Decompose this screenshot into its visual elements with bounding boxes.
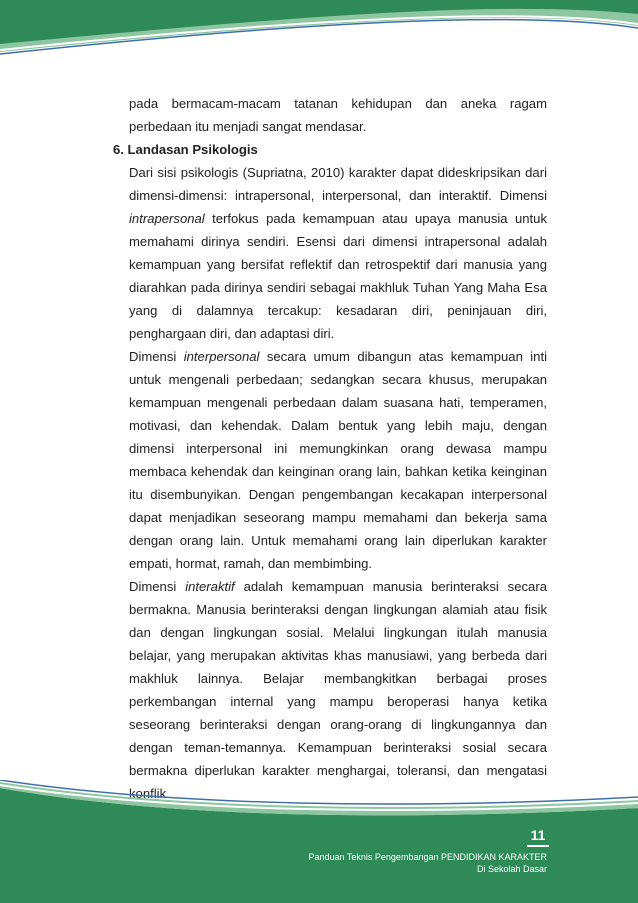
page-body xyxy=(113,92,547,805)
footer-subtitle: Di Sekolah Dasar xyxy=(476,864,547,874)
paragraph-continuation-line2: perbedaan itu menjadi sangat mendasar. xyxy=(129,119,367,134)
paragraph-text: terfokus pada kemampuan atau upaya manusia untuk memahami dirinya sendiri. Esensi dari dimensi intrapersonal adalah kemampuan yang bersifat reflektif dan retrospektif dari manusia yang diarahkan pada dirinya sendiri sebagai makhluk Tuhan Yang Maha Esa yang di dalamnya tercakup: kesadaran diri, peninjauan diri, penghargaan diri, dan adaptasi diri. xyxy=(129,211,547,341)
paragraph-text: Dari sisi psikologis (Supriatna, 2010) karakter dapat dideskripsikan dari dimensi-dimensi: intrapersonal, interpersonal, dan interaktif. Dimensi xyxy=(129,165,547,203)
term-interaktif: interaktif xyxy=(185,579,235,594)
paragraph-text: Dimensi xyxy=(129,579,186,594)
paragraph-interaktif xyxy=(113,575,547,805)
paragraph-text: adalah kemampuan manusia berinteraksi secara bermakna. Manusia berinteraksi dengan lingkungan alamiah atau fisik dan dengan lingkungan sosial. Melalui lingkungan itulah manusia belajar, yang merupakan aktivitas khas manusiawi, yang berbeda dari makhluk lainnya. Belajar membangkitkan berbagai proses perkembangan internal yang mampu beroperasi hanya ketika seseorang berinteraksi dengan orang-orang di lingkungannya dan dengan teman-temannya. Kemampuan berinteraksi sosial secara bermakna diperlukan karakter menghargai, toleransi, dan mengatasi konflik. xyxy=(129,579,547,801)
paragraph-interpersonal xyxy=(113,345,547,575)
section-heading: 6. Landasan Psikologis xyxy=(113,142,258,157)
paragraph-intrapersonal xyxy=(113,161,547,345)
paragraph-text: secara umum dibangun atas kemampuan inti untuk mengenali perbedaan; sedangkan secara khusus, merupakan kemampuan mengenali perbedaan dalam suasana hati, temperamen, motivasi, dan kehendak. Dalam bentuk yang lebih maju, dengan dimensi interpersonal ini memungkinkan orang dewasa mampu membaca kehendak dan keinginan orang lain, bahkan ketika keinginan itu disembunyikan. Dengan pengembangan kecakapan interpersonal dapat menjadikan seseorang mampu memahami dan bekerja sama dengan orang lain. Untuk memahami orang lain diperlukan karakter empati, hormat, ramah, dan membimbing. xyxy=(129,349,548,571)
term-interpersonal: interpersonal xyxy=(183,349,260,364)
paragraph-text: Dimensi xyxy=(129,349,184,364)
paragraph-continuation-line1: pada bermacam-macam tatanan kehidupan dan aneka ragam xyxy=(129,96,547,111)
term-intrapersonal: intrapersonal xyxy=(129,211,205,226)
page-number-underline xyxy=(527,845,549,847)
page-number: 11 xyxy=(530,827,546,843)
top-decorative-band xyxy=(0,0,638,70)
footer-title: Panduan Teknis Pengembangan PENDIDIKAN KARAKTER xyxy=(308,852,547,862)
